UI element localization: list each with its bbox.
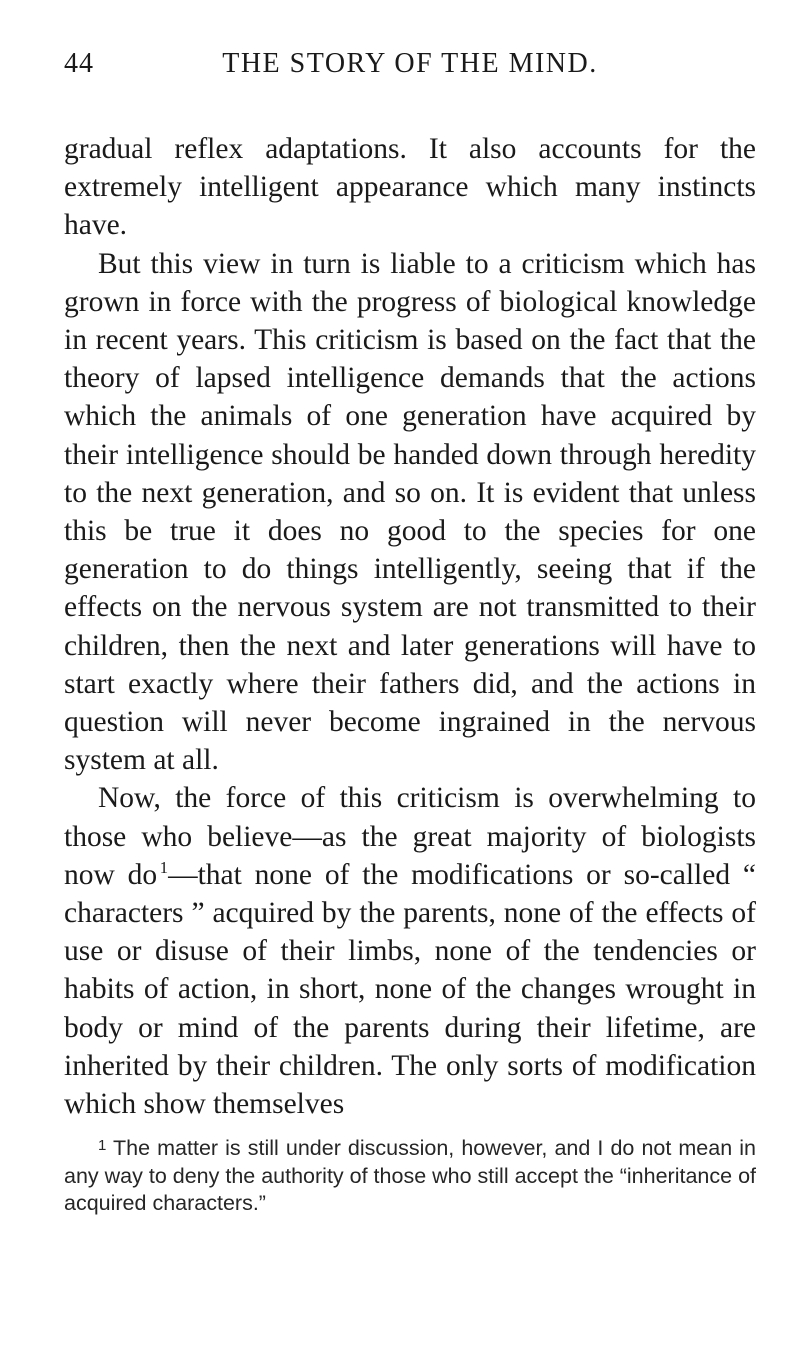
page-number: 44 bbox=[64, 48, 94, 79]
running-head bbox=[64, 48, 756, 88]
paragraph-3-end: —that none of the modifications or so-called “ characters ” acquired by the parents, none of the effects of use or disuse of their limbs, none of the tendencies or habits of action, in short, none of the changes wrought in body or mind of the parents during their lifetime, are inherited by their children. The only sorts of modification which show themselves bbox=[64, 858, 756, 1121]
body-text bbox=[64, 130, 756, 1123]
paragraph-1: gradual reflex adaptations. It also accounts for the extremely intelligent appearance which many instincts have. bbox=[64, 133, 756, 242]
footnote-reference[interactable]: 1 bbox=[159, 857, 169, 877]
footnote bbox=[64, 1135, 756, 1218]
book-page bbox=[64, 48, 756, 1218]
footnote-text: The matter is still under discussion, however, and I do not mean in any way to deny the authority of those who still accept the “inheritance of acquired characters.” bbox=[64, 1136, 756, 1216]
running-title: THE STORY OF THE MIND. bbox=[222, 48, 598, 79]
paragraph-3 bbox=[64, 779, 756, 1123]
footnote-marker: 1 bbox=[98, 1137, 107, 1155]
paragraph-3-start: Now, the force of this criticism is overwhelming to those who believe—as the great majority of biologists now do bbox=[64, 782, 756, 891]
paragraph-2: But this view in turn is liable to a criticism which has grown in force with the progress of biological knowledge in recent years. This criticism is based on the fact that the theory of lapsed intelligence demands that the actions which the animals of one generation have acquired by their intelligence should be handed down through heredity to the next generation, and so on. It is evident that unless this be true it does no good to the species for one generation to do things intelligently, seeing that if the effects on the nervous system are not transmitted to their children, then the next and later generations will have to start exactly where their fathers did, and the actions in question will never become ingrained in the nervous system at all. bbox=[64, 247, 756, 777]
